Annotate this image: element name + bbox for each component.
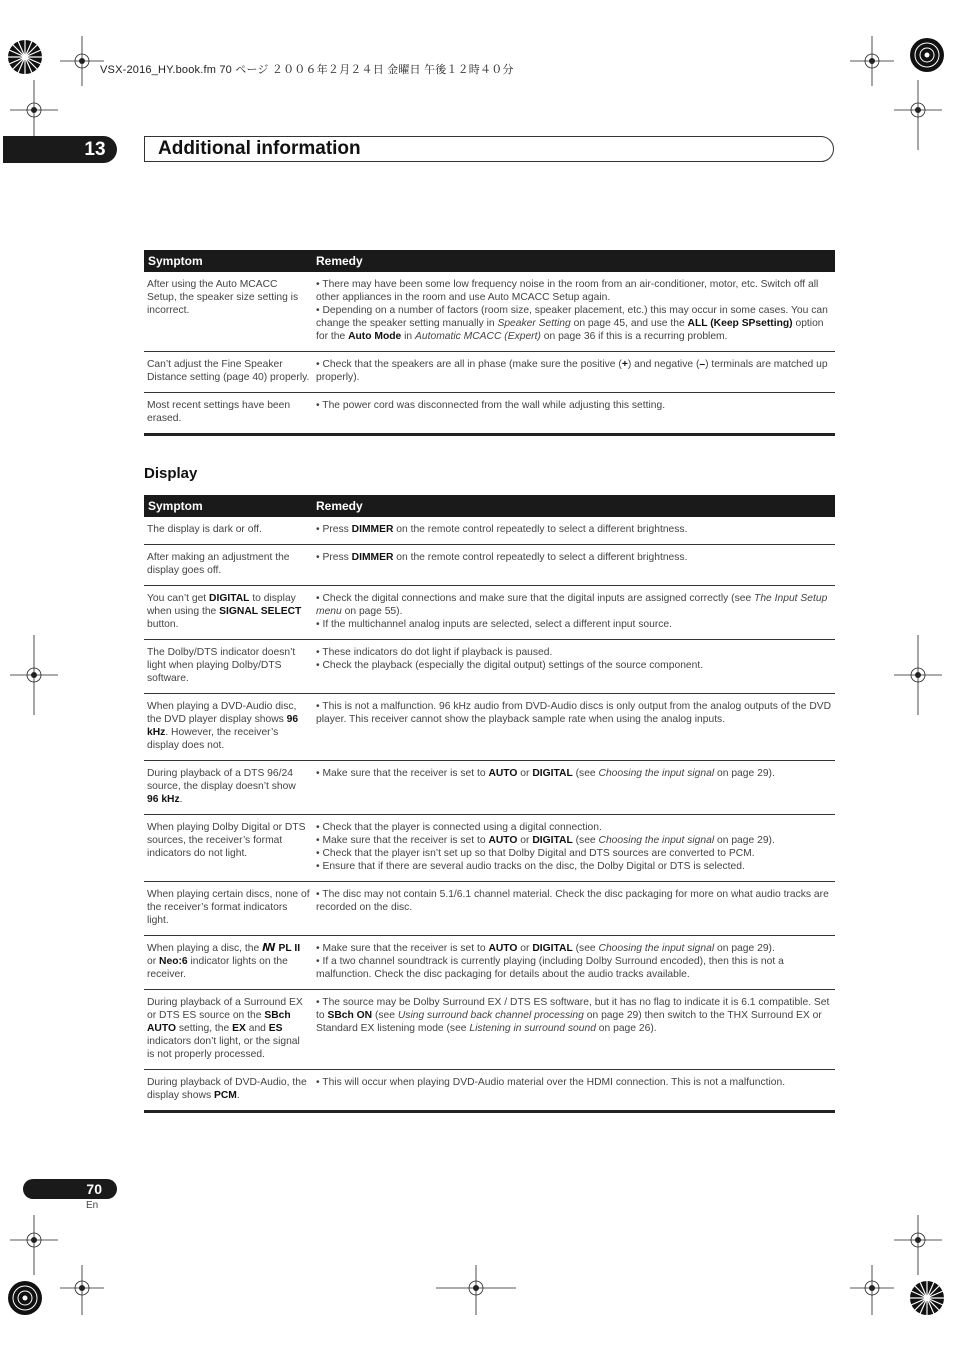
table-row bbox=[144, 694, 835, 761]
bold-text: – bbox=[699, 359, 706, 370]
bold-text: Auto Mode bbox=[348, 331, 402, 342]
remedy-cell bbox=[312, 640, 835, 694]
bold-text: AUTO bbox=[488, 768, 518, 779]
bold-text: + bbox=[621, 359, 628, 370]
symptom-cell bbox=[144, 936, 312, 990]
bold-text: Neo:6 bbox=[159, 956, 188, 967]
table-header-row bbox=[144, 250, 835, 272]
text-run: The Dolby/DTS indicator doesn’t light when playing Dolby/DTS software. bbox=[147, 647, 296, 684]
text-run: • These indicators do dot light if playback is paused. bbox=[316, 647, 553, 658]
text-run: During playback of DVD-Audio, the display shows bbox=[147, 1077, 307, 1101]
table-body bbox=[144, 517, 835, 1112]
remedy-header: Remedy bbox=[312, 250, 835, 272]
table-row bbox=[144, 272, 835, 352]
bold-text: DIMMER bbox=[351, 524, 394, 535]
text-run: in bbox=[401, 331, 416, 342]
remedy-bullet bbox=[316, 551, 832, 564]
italic-reference: Using surround back channel processing bbox=[397, 1010, 584, 1021]
bold-text: DIMMER bbox=[351, 552, 394, 563]
remedy-bullet bbox=[316, 659, 832, 672]
remedy-bullet bbox=[316, 399, 832, 412]
text-run: or bbox=[517, 943, 533, 954]
text-run: • Check the digital connections and make sure that the digital inputs are assigned correctly (see bbox=[316, 593, 755, 604]
bold-text: SIGNAL SELECT bbox=[219, 606, 302, 617]
symptom-cell bbox=[144, 517, 312, 545]
symptom-cell bbox=[144, 352, 312, 393]
text-run: • Make sure that the receiver is set to bbox=[316, 943, 489, 954]
table-body bbox=[144, 272, 835, 435]
symptom-cell bbox=[144, 882, 312, 936]
text-run: When playing Dolby Digital or DTS sources, the receiver’s format indicators do not light. bbox=[147, 822, 306, 859]
italic-reference: The Input Setup menu bbox=[316, 593, 828, 617]
symptom-cell bbox=[144, 761, 312, 815]
bold-text: DIGITAL bbox=[532, 768, 573, 779]
symptom-cell bbox=[144, 640, 312, 694]
remedy-cell bbox=[312, 1070, 835, 1112]
chapter-title: Additional information bbox=[158, 138, 361, 159]
text-run: During playback of a DTS 96/24 source, the display doesn’t show bbox=[147, 768, 296, 792]
italic-reference: Listening in surround sound bbox=[469, 1023, 596, 1034]
registration-mark-top-right bbox=[903, 34, 951, 78]
text-run: or bbox=[147, 956, 160, 967]
remedy-cell bbox=[312, 936, 835, 990]
text-run: • Check that the speakers are all in phase (make sure the positive ( bbox=[316, 359, 622, 370]
bold-text: ꟿ PL II bbox=[262, 943, 301, 954]
text-run: • There may have been some low frequency noise in the room from an air-conditioner, motor, etc. Switch off all other appliances in the room and use Auto MCACC Setup again. bbox=[316, 279, 819, 303]
text-run: to display when using the bbox=[147, 593, 296, 617]
chapter-number-tab: 13 bbox=[3, 136, 117, 163]
symptom-header: Symptom bbox=[144, 250, 312, 272]
text-run: . bbox=[236, 1090, 240, 1101]
text-run: on page 29) then switch to the THX Surround EX or Standard EX listening mode (see bbox=[316, 1010, 822, 1034]
table-row bbox=[144, 586, 835, 640]
text-run: When playing a disc, the bbox=[147, 943, 263, 954]
text-run: • Press bbox=[316, 552, 352, 563]
remedy-bullet bbox=[316, 592, 832, 618]
remedy-bullet bbox=[316, 888, 832, 914]
text-run: • The power cord was disconnected from the wall while adjusting this setting. bbox=[316, 400, 666, 411]
text-run: setting, the bbox=[176, 1023, 233, 1034]
remedy-bullet bbox=[316, 847, 832, 860]
text-run: on page 29). bbox=[714, 768, 775, 779]
text-run: on the remote control repeatedly to select a different brightness. bbox=[393, 524, 688, 535]
table-row bbox=[144, 517, 835, 545]
table-row bbox=[144, 640, 835, 694]
remedy-cell bbox=[312, 272, 835, 352]
remedy-bullet bbox=[316, 767, 832, 780]
table-row bbox=[144, 882, 835, 936]
remedy-cell bbox=[312, 694, 835, 761]
table-row bbox=[144, 545, 835, 586]
text-run: indicators don’t light, or the signal is not properly processed. bbox=[147, 1036, 300, 1060]
text-run: (see bbox=[572, 943, 599, 954]
remedy-cell bbox=[312, 882, 835, 936]
italic-reference: Choosing the input signal bbox=[598, 943, 715, 954]
remedy-cell bbox=[312, 586, 835, 640]
symptom-cell bbox=[144, 272, 312, 352]
bold-text: 96 kHz bbox=[147, 794, 180, 805]
symptom-cell bbox=[144, 545, 312, 586]
page-language: En bbox=[86, 1200, 99, 1211]
bold-text: 96 kHz bbox=[147, 714, 299, 738]
remedy-cell bbox=[312, 517, 835, 545]
remedy-cell bbox=[312, 990, 835, 1070]
table-row bbox=[144, 936, 835, 990]
text-run: • If the multichannel analog inputs are selected, select a different input source. bbox=[316, 619, 673, 630]
bold-text: DIGITAL bbox=[532, 943, 573, 954]
symptom-cell bbox=[144, 990, 312, 1070]
remedy-bullet bbox=[316, 700, 832, 726]
bold-text: ES bbox=[268, 1023, 283, 1034]
remedy-bullet bbox=[316, 860, 832, 873]
bold-text: DIGITAL bbox=[532, 835, 573, 846]
text-run: or bbox=[517, 768, 533, 779]
italic-reference: Choosing the input signal bbox=[598, 768, 715, 779]
text-run: • Make sure that the receiver is set to bbox=[316, 768, 489, 779]
table-row bbox=[144, 1070, 835, 1112]
remedy-bullet bbox=[316, 834, 832, 847]
text-run: ) and negative ( bbox=[627, 359, 700, 370]
text-run: on page 29). bbox=[714, 835, 775, 846]
chapter-title-box bbox=[144, 136, 834, 162]
table-row bbox=[144, 761, 835, 815]
table-row bbox=[144, 393, 835, 435]
registration-mark-bottom-right bbox=[903, 1276, 951, 1320]
remedy-cell bbox=[312, 815, 835, 882]
remedy-bullet bbox=[316, 304, 832, 343]
text-run: on page 26). bbox=[595, 1023, 657, 1034]
italic-reference: Automatic MCACC (Expert) bbox=[415, 331, 541, 342]
text-run: on page 36 if this is a recurring problem. bbox=[540, 331, 728, 342]
text-run: (see bbox=[572, 768, 599, 779]
text-run: • Check the playback (especially the digital output) settings of the source component. bbox=[316, 660, 704, 671]
crop-mark-side-right bbox=[894, 80, 944, 1280]
table-row bbox=[144, 990, 835, 1070]
remedy-cell bbox=[312, 761, 835, 815]
text-run: • If a two channel soundtrack is currently playing (including Dolby Surround encoded), then this is not a malfunction. Check the disc packaging for details about the audio tracks available. bbox=[316, 956, 784, 980]
remedy-bullet bbox=[316, 942, 832, 955]
text-run: After using the Auto MCACC Setup, the speaker size setting is incorrect. bbox=[147, 279, 299, 316]
registration-mark-top-left bbox=[3, 36, 51, 80]
troubleshooting-table-display bbox=[144, 495, 835, 1113]
text-run: . However, the receiver’s display does not. bbox=[147, 727, 279, 751]
remedy-bullet bbox=[316, 278, 832, 304]
text-run: ) terminals are matched up properly). bbox=[316, 359, 828, 383]
text-run: on page 29). bbox=[714, 943, 775, 954]
italic-reference: Choosing the input signal bbox=[598, 835, 715, 846]
text-run: • The disc may not contain 5.1/6.1 channel material. Check the disc packaging for more on what audio tracks are recorded on the disc. bbox=[316, 889, 829, 913]
symptom-cell bbox=[144, 694, 312, 761]
remedy-bullet bbox=[316, 523, 832, 536]
text-run: • The source may be Dolby Surround EX / DTS ES software, but it has no flag to indicate it is 6.1 compatible. Set to bbox=[316, 997, 830, 1021]
troubleshooting-table-general bbox=[144, 250, 835, 436]
bold-text: SBch ON bbox=[327, 1010, 373, 1021]
page-number-tab: 70 bbox=[23, 1179, 117, 1199]
print-header: VSX-2016_HY.book.fm 70 ページ ２００６年２月２４日 金曜日 午後１２時４０分 bbox=[100, 64, 514, 76]
text-run: When playing certain discs, none of the receiver’s format indicators light. bbox=[147, 889, 310, 926]
bold-text: ALL (Keep SPsetting) bbox=[687, 318, 793, 329]
remedy-cell bbox=[312, 393, 835, 435]
remedy-bullet bbox=[316, 996, 832, 1035]
symptom-cell bbox=[144, 393, 312, 435]
text-run: • Depending on a number of factors (room size, speaker placement, etc.) this may occur in some cases. You can change the speaker setting manually in bbox=[316, 305, 828, 329]
registration-mark-bottom-left bbox=[3, 1276, 51, 1320]
text-run: Can’t adjust the Fine Speaker Distance setting (page 40) properly. bbox=[147, 359, 310, 383]
bold-text: AUTO bbox=[488, 835, 518, 846]
text-run: • Check that the player isn’t set up so that Dolby Digital and DTS sources are converted to PCM. bbox=[316, 848, 755, 859]
text-run: or bbox=[517, 835, 533, 846]
text-run: and bbox=[245, 1023, 269, 1034]
bold-text: EX bbox=[232, 1023, 246, 1034]
text-run: on page 55). bbox=[341, 606, 403, 617]
remedy-cell bbox=[312, 352, 835, 393]
remedy-bullet bbox=[316, 955, 832, 981]
remedy-cell bbox=[312, 545, 835, 586]
table-row bbox=[144, 815, 835, 882]
remedy-bullet bbox=[316, 358, 832, 384]
remedy-bullet bbox=[316, 646, 832, 659]
text-run: indicator lights on the receiver. bbox=[147, 956, 288, 980]
symptom-header: Symptom bbox=[144, 495, 312, 517]
text-run: . bbox=[179, 794, 183, 805]
remedy-header: Remedy bbox=[312, 495, 835, 517]
text-run: on page 45, and use the bbox=[570, 318, 688, 329]
text-run: You can’t get bbox=[147, 593, 210, 604]
text-run: The display is dark or off. bbox=[147, 524, 262, 535]
symptom-cell bbox=[144, 1070, 312, 1112]
italic-reference: Speaker Setting bbox=[497, 318, 571, 329]
text-run: • This will occur when playing DVD-Audio material over the HDMI connection. This is not a malfunction. bbox=[316, 1077, 786, 1088]
bold-text: PCM bbox=[213, 1090, 237, 1101]
crop-mark-side-left bbox=[10, 80, 60, 1280]
symptom-cell bbox=[144, 586, 312, 640]
text-run: • Make sure that the receiver is set to bbox=[316, 835, 489, 846]
bold-text: AUTO bbox=[488, 943, 518, 954]
text-run: • This is not a malfunction. 96 kHz audio from DVD-Audio discs is only output from the analog outputs of the DVD player. This receiver cannot show the playback sample rate when using the analog inputs. bbox=[316, 701, 832, 725]
text-run: • Check that the player is connected using a digital connection. bbox=[316, 822, 602, 833]
display-section-heading: Display bbox=[144, 465, 198, 482]
text-run: • Ensure that if there are several audio tracks on the disc, the Dolby Digital or DTS is selected. bbox=[316, 861, 745, 872]
text-run: During playback of a Surround EX or DTS ES source on the bbox=[147, 997, 303, 1021]
text-run: Most recent settings have been erased. bbox=[147, 400, 291, 424]
text-run: • Press bbox=[316, 524, 352, 535]
text-run: After making an adjustment the display goes off. bbox=[147, 552, 290, 576]
bold-text: SBch AUTO bbox=[147, 1010, 291, 1034]
remedy-bullet bbox=[316, 618, 832, 631]
text-run: When playing a DVD-Audio disc, the DVD player display shows bbox=[147, 701, 297, 725]
remedy-bullet bbox=[316, 821, 832, 834]
bold-text: DIGITAL bbox=[209, 593, 250, 604]
text-run: (see bbox=[572, 835, 599, 846]
remedy-bullet bbox=[316, 1076, 832, 1089]
text-run: (see bbox=[372, 1010, 398, 1021]
symptom-cell bbox=[144, 815, 312, 882]
table-header-row bbox=[144, 495, 835, 517]
text-run: option for the bbox=[316, 318, 824, 342]
text-run: on the remote control repeatedly to select a different brightness. bbox=[393, 552, 688, 563]
crop-mark-bottom bbox=[60, 1265, 894, 1315]
table-row bbox=[144, 352, 835, 393]
text-run: button. bbox=[147, 619, 179, 630]
